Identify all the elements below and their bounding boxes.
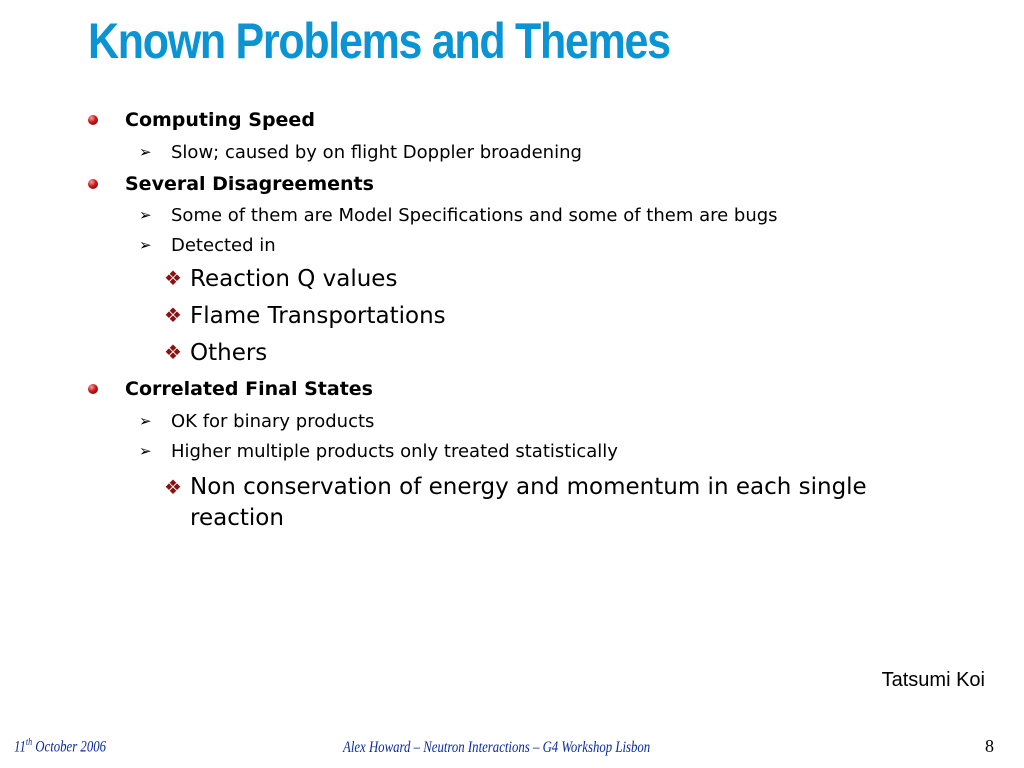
diamond-cluster-bullet-icon: ❖	[164, 340, 182, 364]
page-number: 8	[985, 736, 994, 756]
bullet-computing-speed	[125, 109, 315, 131]
subbullet-text: OK for binary products	[171, 411, 375, 432]
arrowhead-bullet-icon: ➢	[139, 442, 152, 460]
subsubbullet-flame	[164, 303, 446, 329]
author-name: Tatsumi Koi	[881, 669, 985, 691]
subbullet-model-specs	[139, 205, 778, 226]
subsubbullet-reaction-q	[164, 266, 398, 292]
footer-date	[14, 737, 106, 756]
footer-presentation-info: Alex Howard – Neutron Interactions – G4 Workshop Lisbon	[343, 739, 651, 756]
diamond-cluster-bullet-icon: ❖	[164, 266, 182, 290]
arrowhead-bullet-icon: ➢	[139, 236, 152, 254]
subbullet-text: Detected in	[171, 235, 276, 256]
subbullet-higher-multiple	[139, 441, 618, 462]
arrowhead-bullet-icon: ➢	[139, 143, 152, 161]
subbullet-text: Some of them are Model Specifications and some of them are bugs	[171, 205, 778, 226]
subbullet-ok-binary	[139, 411, 375, 432]
subbullet-text: Higher multiple products only treated statistically	[171, 441, 618, 462]
subsubbullet-text: Non conservation of energy and momentum in each single reaction	[190, 474, 867, 531]
diamond-cluster-bullet-icon: ❖	[164, 303, 182, 327]
footer-date-rest: October 2006	[32, 738, 107, 756]
subbullet-text: Slow; caused by on flight Doppler broadening	[171, 142, 582, 163]
red-ball-bullet-icon	[88, 115, 98, 125]
bullet-correlated-final-states	[125, 378, 373, 400]
footer-date-day: 11	[14, 738, 26, 756]
bullet-several-disagreements	[125, 173, 374, 195]
red-ball-bullet-icon	[88, 179, 98, 189]
bullet-text: Computing Speed	[125, 109, 315, 131]
subsubbullet-text: Flame Transportations	[190, 303, 446, 329]
subsubbullet-text: Reaction Q values	[190, 266, 398, 292]
subsubbullet-others	[164, 340, 268, 366]
bullet-text: Several Disagreements	[125, 173, 374, 195]
arrowhead-bullet-icon: ➢	[139, 412, 152, 430]
subsubbullet-text: Others	[190, 340, 268, 366]
slide-title: Known Problems and Themes	[88, 13, 670, 69]
arrowhead-bullet-icon: ➢	[139, 206, 152, 224]
diamond-cluster-bullet-icon: ❖	[164, 475, 182, 499]
subsubbullet-non-conservation	[164, 472, 890, 534]
bullet-text: Correlated Final States	[125, 378, 373, 400]
red-ball-bullet-icon	[88, 384, 98, 394]
subbullet-slow	[139, 142, 582, 163]
footer-date-suffix: th	[25, 737, 33, 748]
subbullet-detected-in	[139, 235, 276, 256]
